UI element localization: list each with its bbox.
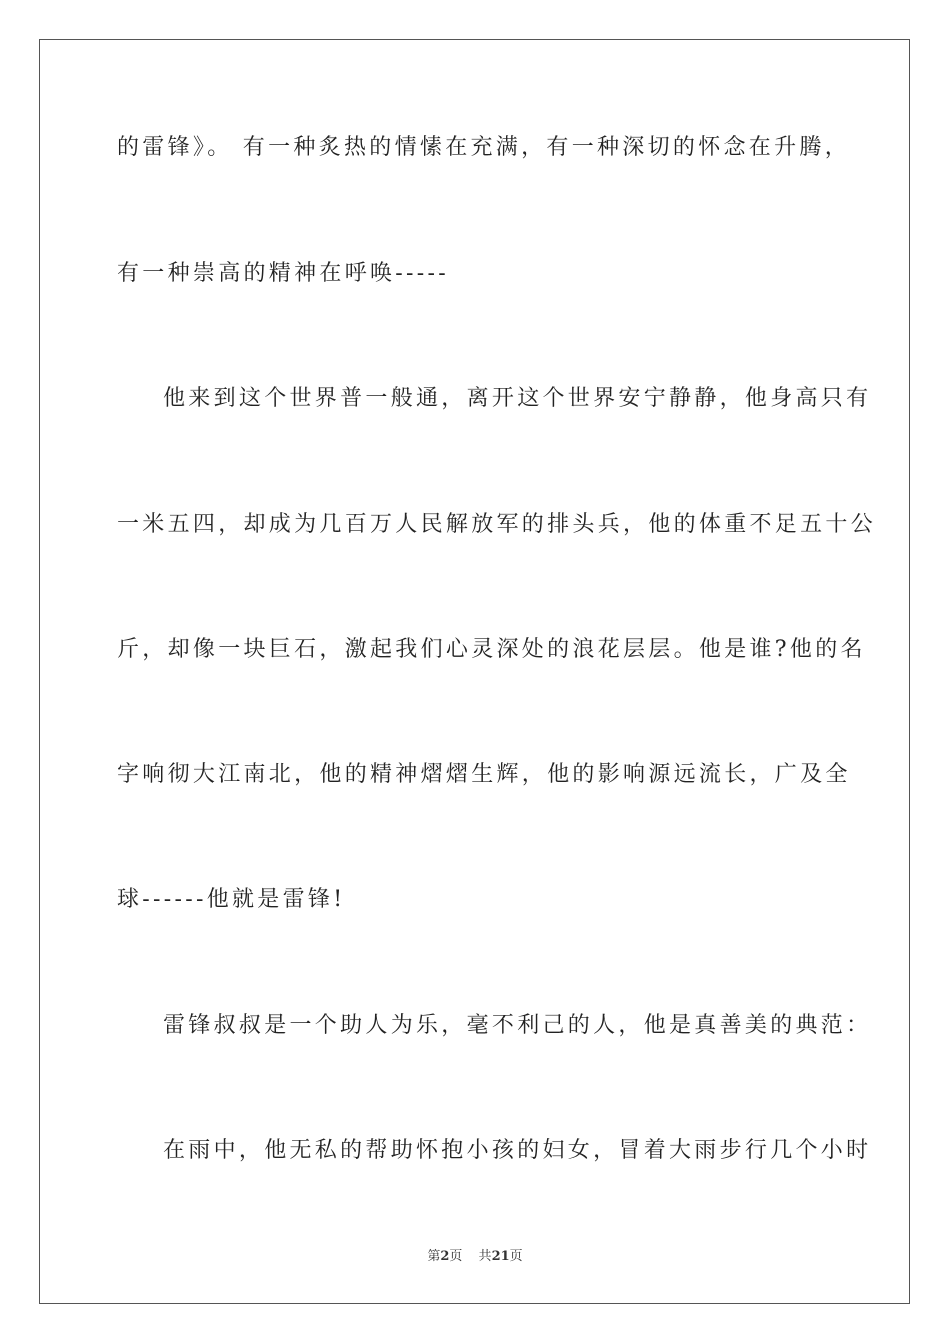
text-line-8: 雷锋叔叔是一个助人为乐，毫不利己的人，他是真善美的典范： xyxy=(163,1013,872,1038)
text-line-4: 一米五四，却成为几百万人民解放军的排头兵，他的体重不足五十公 xyxy=(117,512,877,537)
total-prefix: 共 xyxy=(478,1249,492,1264)
text-line-9: 在雨中，他无私的帮助怀抱小孩的妇女，冒着大雨步行几个小时 xyxy=(163,1138,872,1163)
page-number: 2 xyxy=(440,1249,450,1264)
page-prefix: 第 xyxy=(427,1249,441,1264)
total-suffix: 页 xyxy=(509,1249,523,1264)
text-line-5: 斤，却像一块巨石，激起我们心灵深处的浪花层层。他是谁?他的名 xyxy=(117,637,866,662)
text-line-3: 他来到这个世界普一般通，离开这个世界安宁静静，他身高只有 xyxy=(163,386,872,411)
total-pages: 21 xyxy=(491,1249,510,1264)
text-line-2: 有一种崇高的精神在呼唤----- xyxy=(117,261,449,286)
page-suffix: 页 xyxy=(449,1249,463,1264)
page-border xyxy=(39,39,910,1304)
text-line-7: 球------他就是雷锋! xyxy=(117,887,346,912)
text-line-1: 的雷锋》。 有一种炙热的情愫在充满，有一种深切的怀念在升腾， xyxy=(117,135,850,160)
text-line-6: 字响彻大江南北，他的精神熠熠生辉，他的影响源远流长，广及全 xyxy=(117,762,851,787)
total-indicator xyxy=(479,1249,523,1264)
page-indicator xyxy=(427,1249,462,1264)
page-footer xyxy=(0,1245,950,1264)
